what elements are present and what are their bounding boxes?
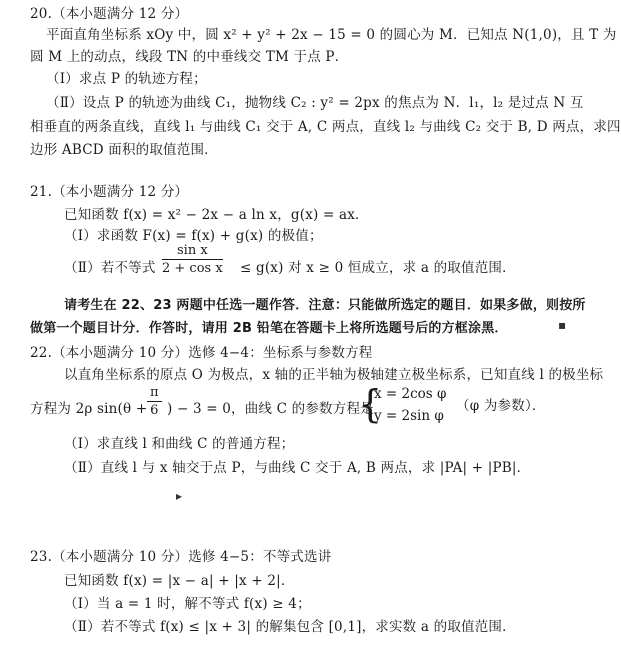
q22-stem-line1: 以直角坐标系的原点 O 为极点，x 轴的正半轴为极轴建立极坐标系，已知直线 l 的极坐标: [64, 367, 604, 383]
q21-part1: （Ⅰ）求函数 F(x) = f(x) + g(x) 的极值；: [64, 228, 323, 244]
q20-part2-line3: 边形 ABCD 面积的取值范围．: [30, 142, 218, 158]
q22-heading: 22.（本小题满分 10 分）选修 4−4：坐标系与参数方程: [30, 345, 373, 361]
q20-heading: 20.（本小题满分 12 分）: [30, 6, 189, 22]
q23-stem: 已知函数 f(x) = |x − a| + |x + 2|．: [64, 573, 295, 589]
notice-line2: 做第一个题目计分．作答时，请用 2B 铅笔在答题卡上将所选题号后的方框涂黑．: [30, 321, 508, 336]
q20-part2-line1: （Ⅱ）设点 P 的轨迹为曲线 C₁，抛物线 C₂ : y² = 2px 的焦点为 N．l₁，l₂ 是过点 N 互: [46, 95, 584, 111]
q20-stem-line1: 平面直角坐标系 xOy 中，圆 x² + y² + 2x − 15 = 0 的圆心为 M．已知点 N(1,0)，且 T 为: [46, 27, 617, 43]
q22-parameter-note: （φ 为参数）．: [456, 398, 546, 414]
q21-heading: 21.（本小题满分 12 分）: [30, 184, 189, 200]
q21-fraction: [162, 242, 223, 277]
q22-part2: （Ⅱ）直线 l 与 x 轴交于点 P，与曲线 C 交于 A, B 两点，求 |PA| + |PB|．: [64, 460, 531, 476]
q20-part2-line2: 相垂直的两条直线，直线 l₁ 与曲线 C₁ 交于 A, C 两点，直线 l₂ 与曲线 C₂ 交于 B, D 两点，求四: [30, 119, 621, 135]
q20-stem-line2: 圆 M 上的动点，线段 TN 的中垂线交 TM 于点 P．: [30, 49, 349, 65]
q22-system-y: y = 2sin φ: [374, 408, 444, 424]
q22-fraction-numerator: π: [147, 384, 162, 402]
q21-part2-prefix: （Ⅱ）若不等式: [64, 260, 156, 276]
q23-heading: 23.（本小题满分 10 分）选修 4−5：不等式选讲: [30, 549, 332, 565]
stray-dot: ▸: [176, 489, 183, 503]
q21-stem: 已知函数 f(x) = x² − 2x − a ln x，g(x) = ax．: [64, 207, 369, 223]
q22-equation-suffix: ) − 3 = 0，曲线 C 的参数方程是: [167, 401, 374, 417]
q21-fraction-numerator: sin x: [162, 242, 223, 260]
notice-line1: 请考生在 22、23 两题中任选一题作答．注意：只能做所选定的题目．如果多做，则按所: [64, 298, 586, 313]
q23-part2: （Ⅱ）若不等式 f(x) ≤ |x + 3| 的解集包含 [0,1]，求实数 a 的取值范围．: [64, 619, 516, 635]
q22-part1: （Ⅰ）求直线 l 和曲线 C 的普通方程；: [64, 436, 295, 452]
q22-equation-prefix: 方程为 2ρ sin(θ +: [30, 401, 148, 417]
q22-fraction-denominator: 6: [150, 403, 159, 418]
q22-system-x: x = 2cos φ: [374, 386, 447, 402]
q21-fraction-denominator: 2 + cos x: [162, 261, 223, 276]
stray-mark: ▪: [558, 318, 567, 332]
q22-system-brace: {: [358, 382, 383, 426]
q22-fraction: [147, 384, 162, 419]
q23-part1: （Ⅰ）当 a = 1 时，解不等式 f(x) ≥ 4；: [64, 596, 311, 612]
q21-part2-suffix: ≤ g(x) 对 x ≥ 0 恒成立，求 a 的取值范围．: [240, 260, 516, 276]
q20-part1: （Ⅰ）求点 P 的轨迹方程；: [46, 71, 207, 87]
